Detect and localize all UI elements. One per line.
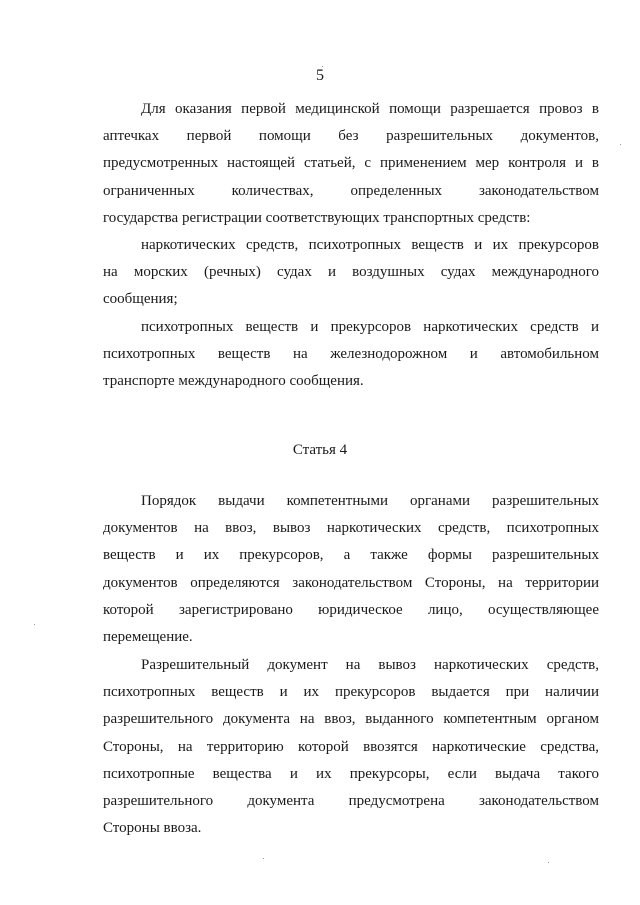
text-line: разрешительного документа на ввоз, выданного компетентным органом bbox=[103, 711, 599, 728]
article-heading: Статья 4 bbox=[292, 442, 348, 458]
paragraph-permit-procedure bbox=[103, 488, 599, 651]
text-line: которой зарегистрировано юридическое лицо, осуществляющее bbox=[103, 601, 599, 618]
text-line: Стороны, на территорию которой ввозятся наркотические средства, bbox=[103, 738, 599, 755]
text-line: разрешительного документа предусмотрена законодательством bbox=[103, 792, 599, 809]
text-line: веществ и их прекурсоров, а также формы разрешительных bbox=[103, 547, 599, 564]
text-line: документов на ввоз, вывоз наркотических средств, психотропных bbox=[103, 520, 599, 537]
text-line: Разрешительный документ на вывоз наркотических средств, bbox=[141, 657, 599, 673]
scan-speck bbox=[263, 858, 264, 859]
paragraph-first-aid bbox=[103, 96, 599, 232]
text-line: ограниченных количествах, определенных законодательством bbox=[103, 182, 599, 199]
text-line: психотропных веществ на железнодорожном и автомобильном bbox=[103, 346, 599, 363]
scan-speck bbox=[620, 144, 621, 145]
text-line: транспорте международного сообщения. bbox=[103, 373, 364, 390]
scan-speck bbox=[322, 66, 323, 67]
text-line: Порядок выдачи компетентными органами разрешительных bbox=[141, 493, 599, 509]
text-line: психотропные вещества и их прекурсоры, если выдача такого bbox=[103, 765, 599, 782]
scan-speck bbox=[34, 624, 35, 625]
text-line: документов определяются законодательством Стороны, на территории bbox=[103, 574, 599, 591]
text-line: на морских (речных) судах и воздушных судах международного bbox=[103, 264, 599, 281]
paragraph-narcotics-sea-air bbox=[103, 232, 599, 314]
paragraph-export-permit bbox=[103, 652, 599, 842]
text-line: психотропных веществ и их прекурсоров выдается при наличии bbox=[103, 684, 599, 701]
text-line: перемещение. bbox=[103, 628, 193, 645]
text-line: государства регистрации соответствующих транспортных средств: bbox=[103, 209, 531, 226]
text-line: аптечках первой помощи без разрешительных документов, bbox=[103, 128, 599, 145]
text-line: психотропных веществ и прекурсоров наркотических средств и bbox=[141, 319, 599, 335]
text-line: Для оказания первой медицинской помощи разрешается провоз в bbox=[141, 101, 599, 117]
text-line: предусмотренных настоящей статьей, с применением мер контроля и в bbox=[103, 155, 599, 172]
text-line: наркотических средств, психотропных веществ и их прекурсоров bbox=[141, 237, 599, 253]
text-line: сообщения; bbox=[103, 291, 178, 308]
scan-speck bbox=[548, 862, 549, 863]
paragraph-psychotropics-rail-road bbox=[103, 314, 599, 396]
page-number: 5 bbox=[316, 67, 324, 84]
text-line: Стороны ввоза. bbox=[103, 820, 202, 837]
